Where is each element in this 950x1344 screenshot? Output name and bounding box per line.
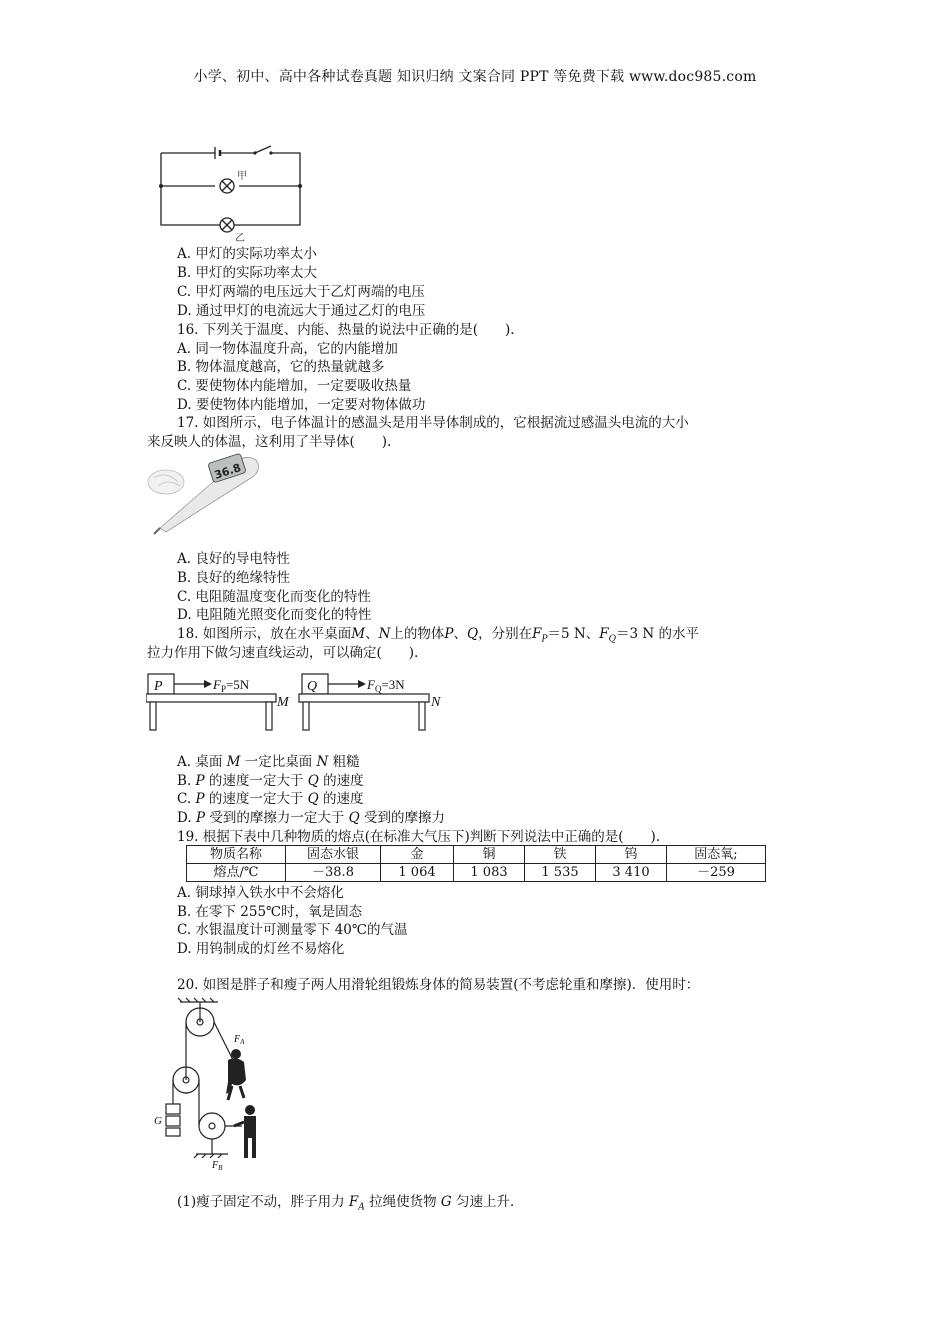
q16-option-b: B. 物体温度越高，它的热量就越多 [177, 359, 385, 375]
table-cell: 铁 [525, 846, 596, 864]
table-cell: －259 [667, 864, 766, 882]
q19-stem: 19. 根据下表中几种物质的熔点(在标准大气压下)判断下列说法中正确的是( ). [177, 829, 661, 845]
table-cell: －38.8 [286, 864, 381, 882]
q18-option-c: C. P 的速度一定大于 Q 的速度 [177, 791, 364, 807]
q15-option-b: B. 甲灯的实际功率太大 [177, 265, 318, 281]
q16-option-c: C. 要使物体内能增加，一定要吸收热量 [177, 378, 412, 394]
table-cell: 3 410 [596, 864, 667, 882]
table-cell: 固态氧; [667, 846, 766, 864]
melting-point-table [186, 845, 766, 882]
q19-option-c: C. 水银温度计可测量零下 40℃的气温 [177, 922, 408, 938]
q20-stem: 20. 如图是胖子和瘦子两人用滑轮组锻炼身体的简易装置(不考虑轮重和摩擦)．使用时： [177, 977, 700, 993]
q17-option-c: C. 电阻随温度变化而变化的特性 [177, 589, 371, 605]
q18-option-b: B. P 的速度一定大于 Q 的速度 [177, 773, 364, 789]
table-cell: 钨 [596, 846, 667, 864]
table-m-label: M [277, 695, 289, 710]
table-header-row [187, 846, 766, 864]
table-row [187, 864, 766, 882]
q16-stem: 16. 下列关于温度、内能、热量的说法中正确的是( ). [177, 322, 515, 338]
q16-option-d: D. 要使物体内能增加，一定要对物体做功 [177, 397, 426, 413]
table-cell: 固态水银 [286, 846, 381, 864]
q19-option-b: B. 在零下 255℃时，氧是固态 [177, 904, 363, 920]
q15-option-a: A. 甲灯的实际功率太小 [177, 246, 317, 262]
thermometer-reading: 36.8 [212, 461, 243, 482]
q17-stem-line2: 来反映人的体温，这利用了半导体( ). [147, 434, 392, 450]
q15-option-d: D. 通过甲灯的电流远大于通过乙灯的电压 [177, 303, 426, 319]
q17-option-d: D. 电阻随光照变化而变化的特性 [177, 607, 372, 623]
table-cell: 物质名称 [187, 846, 286, 864]
q18-stem-line1: 18. 如图所示，放在水平桌面M、N上的物体P、Q，分别在$F_P=5$ N、$F_Q=3$ N 的水平 [177, 626, 699, 645]
table-cell: 金 [381, 846, 454, 864]
q20-part1: (1)瘦子固定不动，胖子用力 $F_A$ 拉绳使货物 G 匀速上升． [177, 1194, 524, 1213]
page-header: 小学、初中、高中各种试卷真题 知识归纳 文案合同 PPT 等免费下载 www.doc985.com [193, 69, 757, 85]
table-cell: 1 535 [525, 864, 596, 882]
circuit-diagram [155, 143, 305, 243]
q17-option-a: A. 良好的导电特性 [177, 551, 290, 567]
table-cell: 1 083 [454, 864, 525, 882]
force-q-label: $F_Q=3N$ [367, 677, 405, 694]
q18-option-a: A. 桌面 M 一定比桌面 N 粗糙 [177, 754, 360, 770]
box-q-label: Q [307, 679, 318, 694]
weight-g-label: G [154, 1115, 162, 1127]
pulley-diagram [146, 996, 276, 1174]
table-cell: 熔点/℃ [187, 864, 286, 882]
q17-option-b: B. 良好的绝缘特性 [177, 570, 291, 586]
lamp-jia-label: 甲 [237, 171, 247, 182]
force-fb-label: $F_B$ [212, 1160, 223, 1172]
thermometer-photo [146, 448, 266, 536]
table-cell: 铜 [454, 846, 525, 864]
table-cell: 1 064 [381, 864, 454, 882]
q17-stem-line1: 17. 如图所示，电子体温计的感温头是用半导体制成的，它根据流过感温头电流的大小 [177, 415, 689, 431]
force-fa-label: $F_A$ [234, 1034, 245, 1046]
q19-option-d: D. 用钨制成的灯丝不易熔化 [177, 941, 345, 957]
force-p-label: $F_P=5N$ [213, 677, 250, 694]
q15-option-c: C. 甲灯两端的电压远大于乙灯两端的电压 [177, 284, 425, 300]
table-n-label: N [431, 695, 441, 710]
q16-option-a: A. 同一物体温度升高，它的内能增加 [177, 341, 398, 357]
q19-option-a: A. 铜球掉入铁水中不会熔化 [177, 885, 344, 901]
q18-option-d: D. P 受到的摩擦力一定大于 Q 受到的摩擦力 [177, 810, 445, 826]
lamp-yi-label: 乙 [235, 233, 245, 243]
tables-diagram [146, 670, 450, 734]
q18-stem-line2: 拉力作用下做匀速直线运动，可以确定( ). [147, 645, 419, 661]
box-p-label: P [154, 679, 163, 694]
